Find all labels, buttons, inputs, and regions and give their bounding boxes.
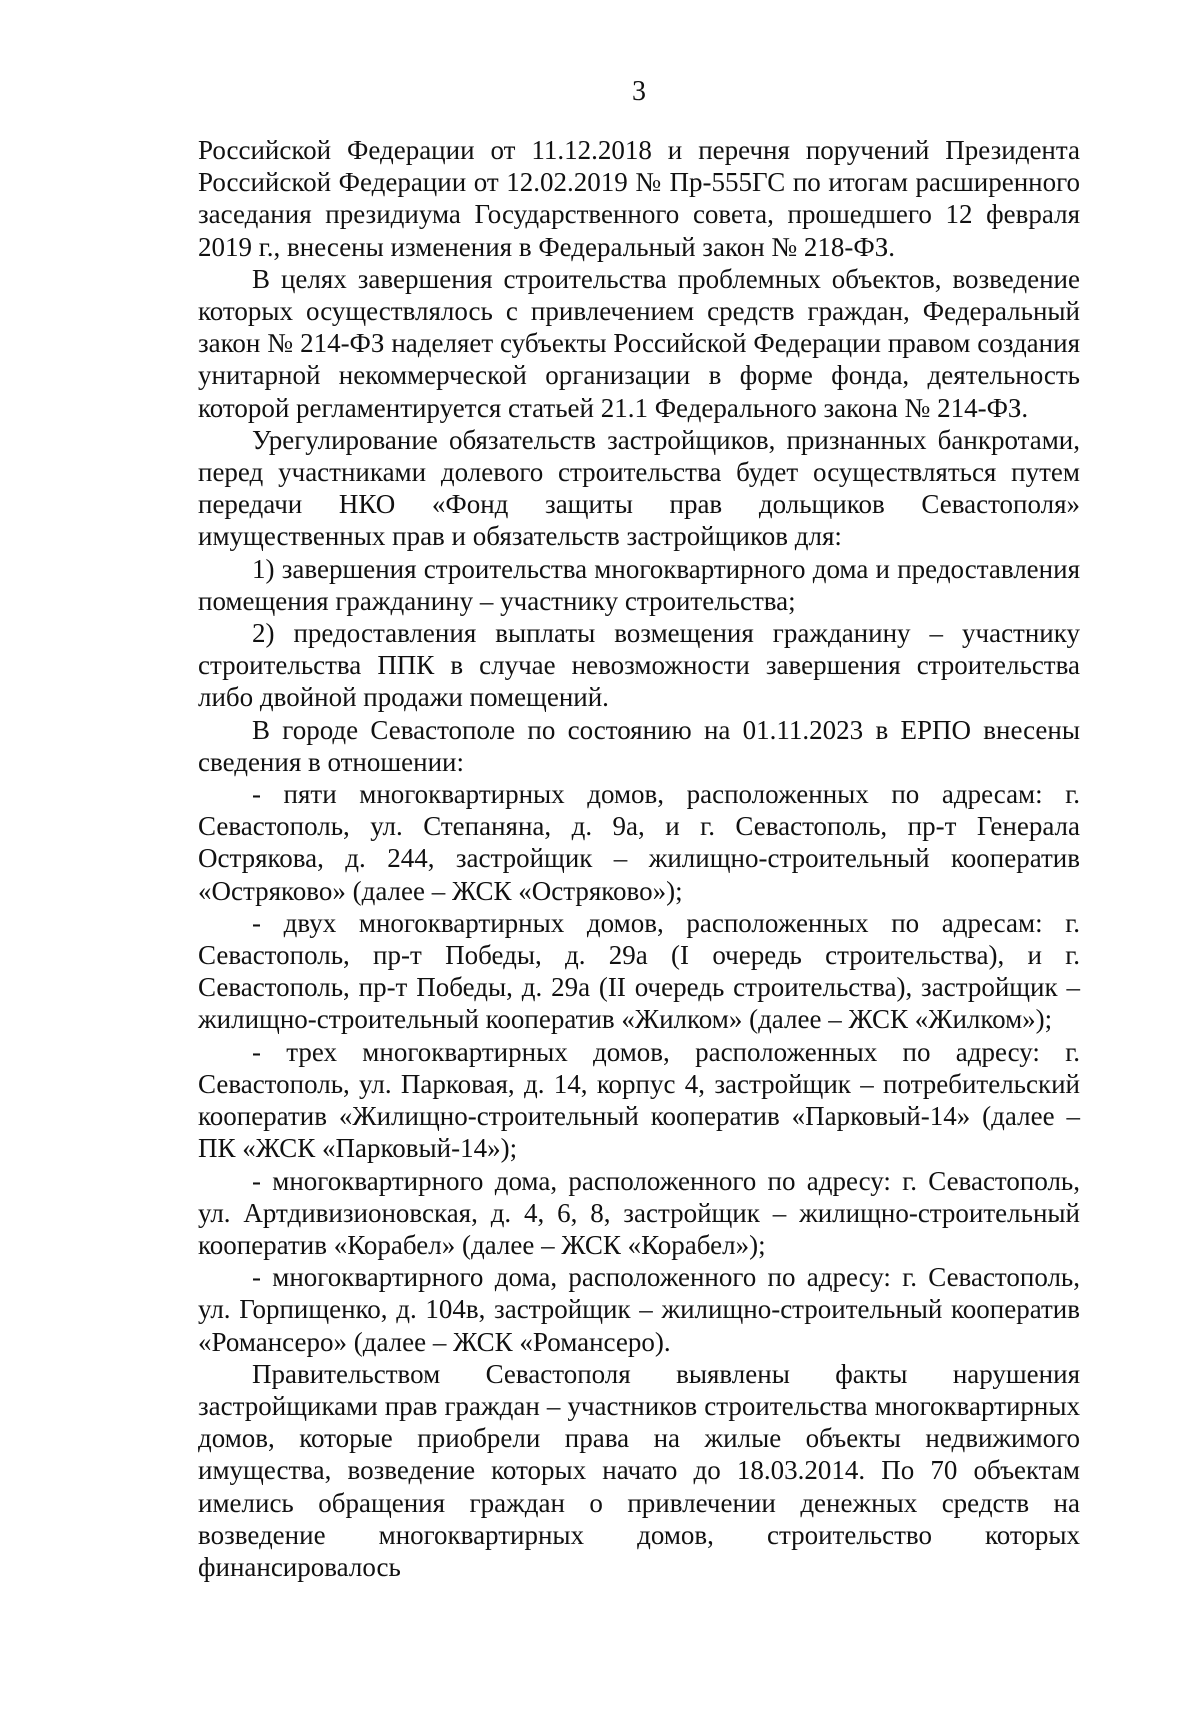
paragraph-2: В целях завершения строительства проблемных объектов, возведение которых осуществлялось с привлечением средств граждан, Федеральный закон № 214-ФЗ наделяет субъекты Российской Федерации правом создания унитарной некоммерческой организации в форме фонда, деятельность которой регламентируется статьей 21.1 Федерального закона № 214-ФЗ. <box>198 263 1080 423</box>
bullet-item-korabel: - многоквартирного дома, расположенного по адресу: г. Севастополь, ул. Артдивизионовская, д. 4, 6, 8, застройщик – жилищно-строительный кооператив «Корабел» (далее – ЖСК «Корабел»); <box>198 1165 1080 1260</box>
bullet-item-ostryakovo: - пяти многоквартирных домов, расположенных по адресам: г. Севастополь, ул. Степаняна, д. 9а, и г. Севастополь, пр-т Генерала Острякова, д. 244, застройщик – жилищно-строительный кооператив «Остряково» (далее – ЖСК «Остряково»); <box>198 779 1080 906</box>
paragraph-5: Правительством Севастополя выявлены факты нарушения застройщиками прав граждан – участников строительства многоквартирных домов, которые приобрели права на жилые объекты недвижимого имущества, возведение которых начато до 18.03.2014. По 70 объектам имелись обращения граждан о привлечении денежных средств на возведение многоквартирных домов, строительство которых финансировалось <box>198 1358 1080 1582</box>
page-number: 3 <box>632 76 646 107</box>
bullet-item-parkovyi: - трех многоквартирных домов, расположенных по адресу: г. Севастополь, ул. Парковая, д. 14, корпус 4, застройщик – потребительский кооператив «Жилищно-строительный кооператив «Парковый-14» (далее – ПК «ЖСК «Парковый-14»); <box>198 1036 1080 1164</box>
list-item-2: 2) предоставления выплаты возмещения гражданину – участнику строительства ППК в случае невозможности завершения строительства либо двойной продажи помещений. <box>198 618 1080 713</box>
paragraph-3: Урегулирование обязательств застройщиков, признанных банкротами, перед участниками долевого строительства будет осуществляться путем передачи НКО «Фонд защиты прав дольщиков Севастополя» имущественных прав и обязательств застройщиков для: <box>198 424 1080 552</box>
paragraph-1: Российской Федерации от 11.12.2018 и перечня поручений Президента Российской Федерации от 12.02.2019 № Пр-555ГС по итогам расширенного заседания президиума Государственного совета, прошедшего 12 февраля 2019 г., внесены изменения в Федеральный закон № 218-ФЗ. <box>198 135 1080 262</box>
bullet-item-romansero: - многоквартирного дома, расположенного по адресу: г. Севастополь, ул. Горпищенко, д. 104в, застройщик – жилищно-строительный кооператив «Романсеро» (далее – ЖСК «Романсеро). <box>198 1262 1080 1357</box>
list-item-1: 1) завершения строительства многоквартирного дома и предоставления помещения гражданину – участнику строительства; <box>198 553 1080 616</box>
bullet-item-zhilkom: - двух многоквартирных домов, расположенных по адресам: г. Севастополь, пр-т Победы, д. 29а (I очередь строительства), и г. Севастополь, пр-т Победы, д. 29а (II очередь строительства), застройщик – жилищно-строительный кооператив «Жилком» (далее – ЖСК «Жилком»); <box>198 907 1080 1035</box>
paragraph-4: В городе Севастополе по состоянию на 01.11.2023 в ЕРПО внесены сведения в отношении: <box>198 714 1080 777</box>
